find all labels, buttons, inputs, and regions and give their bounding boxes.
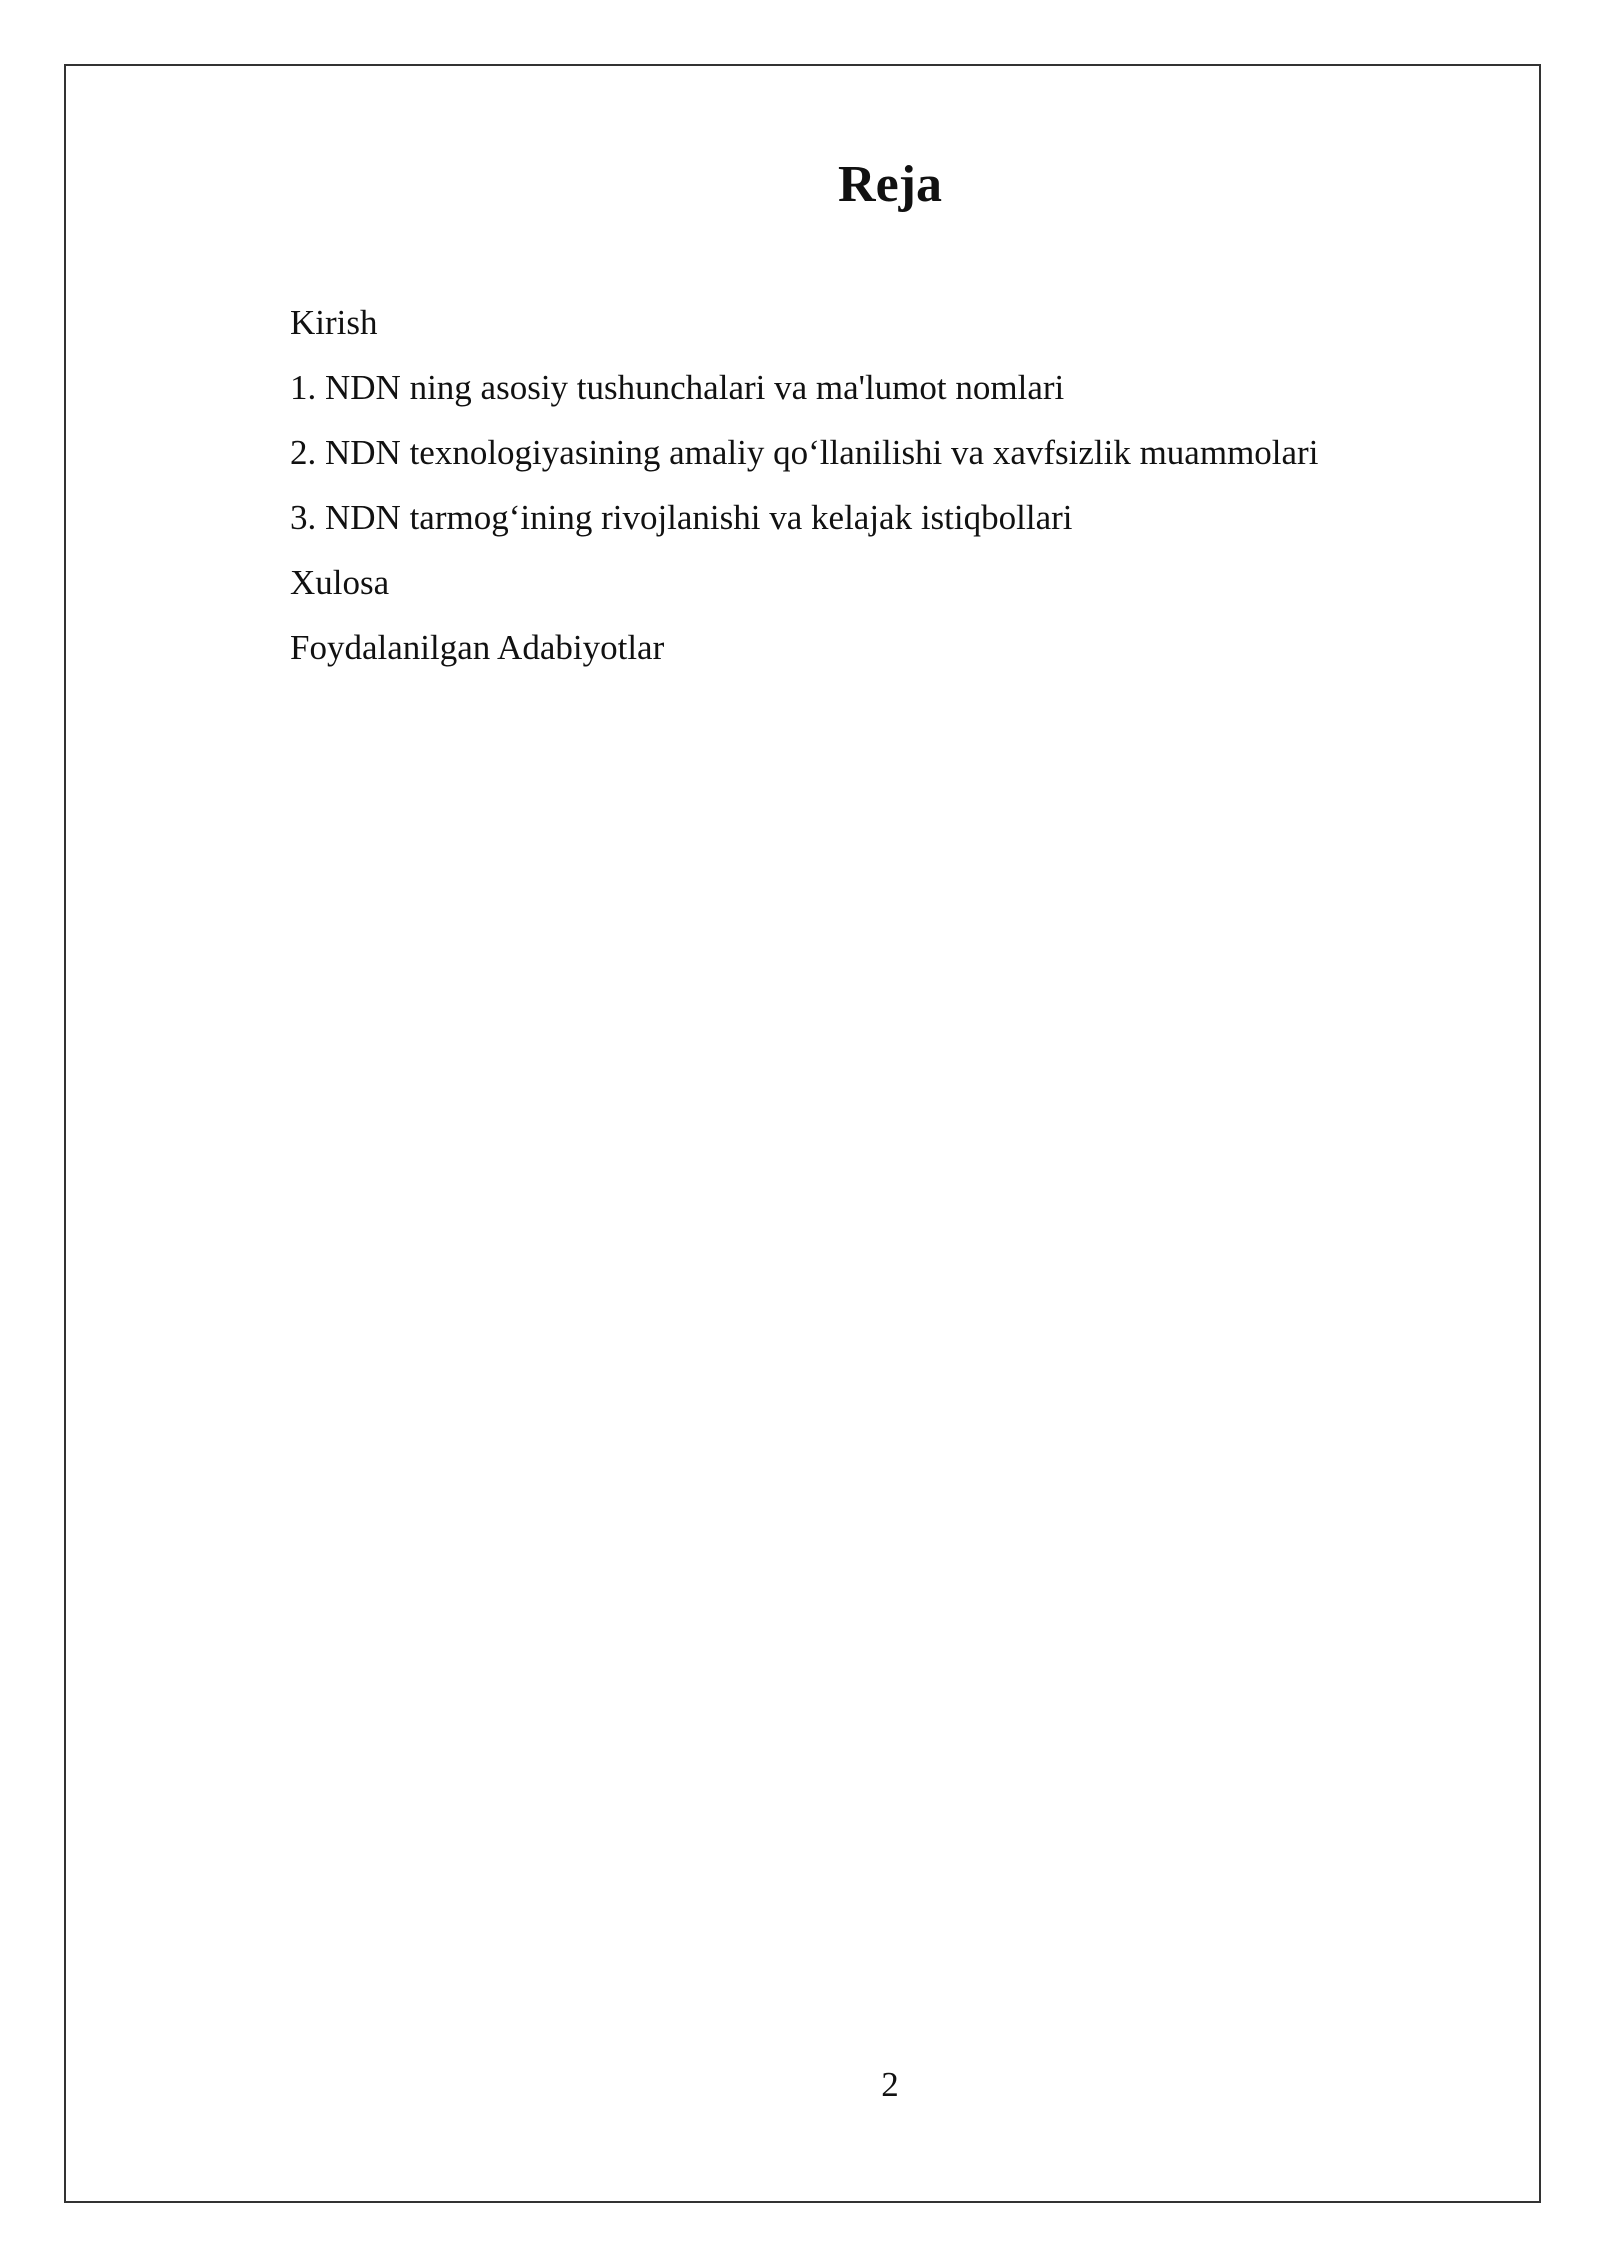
plan-item-1: 1. NDN ning asosiy tushunchalari va ma'lumot nomlari [290, 368, 1065, 407]
page-title: Reja [838, 156, 942, 213]
plan-item-3: 3. NDN tarmog‘ining rivojlanishi va kelajak istiqbollari [290, 498, 1073, 537]
plan-item-2: 2. NDN texnologiyasining amaliy qo‘llanilishi va xavfsizlik muammolari [290, 433, 1319, 472]
plan-item-references: Foydalanilgan Adabiyotlar [290, 628, 665, 667]
plan-item-introduction: Kirish [290, 303, 378, 342]
plan-list [290, 290, 1318, 680]
plan-item-conclusion: Xulosa [290, 563, 390, 602]
page-number: 2 [881, 2065, 899, 2104]
